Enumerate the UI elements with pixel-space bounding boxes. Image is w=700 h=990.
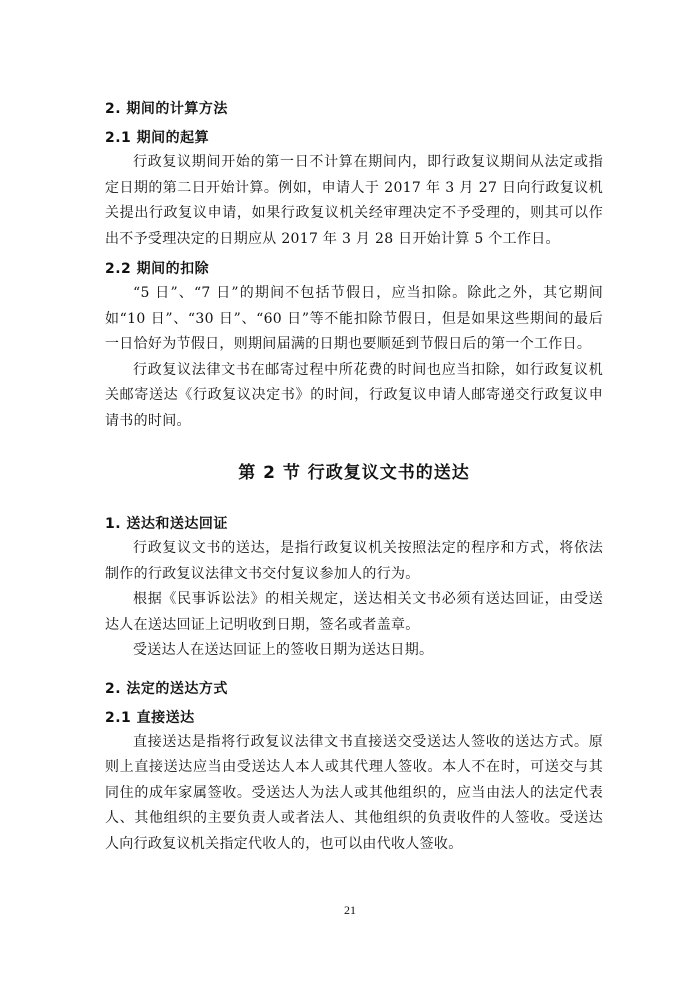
paragraph-service-receipt-rule: 根据《民事诉讼法》的相关规定，送达相关文书必须有送达回证，由受送达人在送达回证上记明收到日期，签名或者盖章。: [105, 591, 603, 633]
page-content: [105, 92, 603, 857]
section-title: 第 2 节 行政复议文书的送达: [238, 463, 470, 483]
paragraph-service-date: 受送达人在送达回证上的签收日期为送达日期。: [133, 642, 434, 658]
paragraph-direct-service: 直接送达是指将行政复议法律文书直接送交受送达人签收的送达方式。原则上直接送达应当由受送达人本人或其代理人签收。本人不在时，可送交与其同住的成年家属签收。受送达人为法人或其他组织的，应当由法人的法定代表人、其他组织的主要负责人或者法人、其他组织的负责收件的人签收。受送达人向行政复议机关指定代收人的，也可以由代收人签收。: [105, 733, 603, 852]
heading-period-deduction: 2.2 期间的扣除: [105, 261, 210, 277]
heading-service-receipt: 1. 送达和送达回证: [105, 516, 228, 532]
paragraph-deduction-holidays: “5 日”、“7 日”的期间不包括节假日，应当扣除。除此之外，其它期间如“10 日”、“30 日”、“60 日”等不能扣除节假日，但是如果这些期间的最后一日恰好为节假日，则期间届满的日期也要顺延到节假日后的第一个工作日。: [105, 285, 603, 352]
spacer: [105, 664, 603, 672]
paragraph-period-start: 行政复议期间开始的第一日不计算在期间内，即行政复议期间从法定或指定日期的第二日开始计算。例如，申请人于 2017 年 3 月 27 日向行政复议机关提出行政复议申请，如果行政复议机关经审理决定不予受理的，则其可以作出不予受理决定的日期应从 2017 年 3 月 28 日开始计算 5 个工作日。: [105, 154, 603, 247]
heading-direct-service: 2.1 直接送达: [105, 709, 195, 726]
heading-period-start: 2.1 期间的起算: [105, 130, 210, 146]
paragraph-deduction-mailing: 行政复议法律文书在邮寄过程中所花费的时间也应当扣除，如行政复议机关邮寄送达《行政复议决定书》的时间，行政复议申请人邮寄递交行政复议申请书的时间。: [105, 361, 603, 429]
page-number: 21: [344, 903, 356, 917]
heading-legal-service-methods: 2. 法定的送达方式: [105, 680, 228, 697]
heading-calculation-method: 2. 期间的计算方法: [105, 101, 228, 117]
paragraph-service-definition: 行政复议文书的送达，是指行政复议机关按照法定的程序和方式，将依法制作的行政复议法律文书交付复议参加人的行为。: [105, 540, 603, 582]
